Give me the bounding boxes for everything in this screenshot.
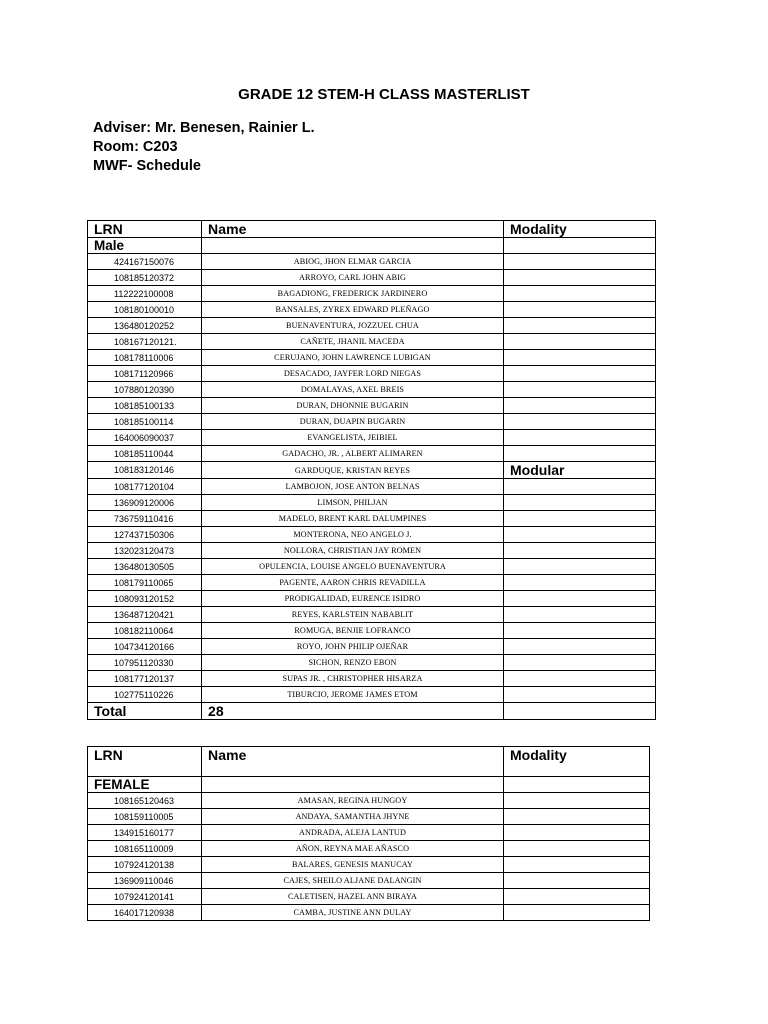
name-cell: LAMBOJON, JOSE ANTON BELNAS <box>202 479 504 495</box>
lrn-cell: 108165120463 <box>88 793 202 809</box>
table-row <box>88 382 656 398</box>
lrn-cell: 108178110006 <box>88 350 202 366</box>
modality-cell: Modular <box>504 462 656 479</box>
lrn-cell: 108177120104 <box>88 479 202 495</box>
lrn-cell: 107880120390 <box>88 382 202 398</box>
lrn-header: LRN <box>88 221 202 238</box>
table-row <box>88 350 656 366</box>
lrn-cell: 108179110065 <box>88 575 202 591</box>
modality-cell <box>504 334 656 350</box>
table-row <box>88 873 650 889</box>
modality-header: Modality <box>504 747 650 777</box>
table-row <box>88 623 656 639</box>
name-cell: GADACHO, JR. , ALBERT ALIMAREN <box>202 446 504 462</box>
name-cell: ABIOG, JHON ELMAR GARCIA <box>202 254 504 270</box>
name-cell: AÑON, REYNA MAE AÑASCO <box>202 841 504 857</box>
lrn-cell: 112222100008 <box>88 286 202 302</box>
modality-cell <box>504 793 650 809</box>
modality-cell <box>504 318 656 334</box>
name-cell: CERUJANO, JOHN LAWRENCE LUBIGAN <box>202 350 504 366</box>
lrn-cell: 108183120146 <box>88 462 202 479</box>
male-table-header <box>88 221 656 238</box>
modality-cell <box>504 575 656 591</box>
lrn-cell: 108182110064 <box>88 623 202 639</box>
table-row <box>88 270 656 286</box>
lrn-cell: 108185110044 <box>88 446 202 462</box>
empty-cell <box>504 703 656 720</box>
modality-cell <box>504 825 650 841</box>
female-table-header <box>88 747 650 777</box>
modality-cell <box>504 350 656 366</box>
name-cell: CAJES, SHEILO ALJANE DALANGIN <box>202 873 504 889</box>
page-title: GRADE 12 STEM-H CLASS MASTERLIST <box>238 86 530 103</box>
name-cell: BALARES, GENESIS MANUCAY <box>202 857 504 873</box>
table-row <box>88 559 656 575</box>
modality-cell <box>504 841 650 857</box>
table-row <box>88 414 656 430</box>
male-table <box>87 220 656 720</box>
name-cell: OPULENCIA, LOUISE ANGELO BUENAVENTURA <box>202 559 504 575</box>
name-cell: PRODIGALIDAD, EURENCE ISIDRO <box>202 591 504 607</box>
name-cell: AMASAN, REGINA HUNGOY <box>202 793 504 809</box>
table-row <box>88 398 656 414</box>
modality-cell <box>504 623 656 639</box>
modality-cell <box>504 543 656 559</box>
table-row <box>88 479 656 495</box>
lrn-cell: 108093120152 <box>88 591 202 607</box>
lrn-cell: 136909110046 <box>88 873 202 889</box>
total-label: Total <box>88 703 202 720</box>
total-row <box>88 703 656 720</box>
modality-cell <box>504 382 656 398</box>
lrn-cell: 136480120252 <box>88 318 202 334</box>
name-header: Name <box>202 221 504 238</box>
modality-cell <box>504 671 656 687</box>
lrn-cell: 102775110226 <box>88 687 202 703</box>
name-cell: LIMSON, PHILJAN <box>202 495 504 511</box>
female-group-row <box>88 777 650 793</box>
modality-cell <box>504 873 650 889</box>
lrn-cell: 108167120121. <box>88 334 202 350</box>
name-cell: MADELO, BRENT KARL DALUMPINES <box>202 511 504 527</box>
male-group-row <box>88 238 656 254</box>
modality-cell <box>504 366 656 382</box>
lrn-cell: 164006090037 <box>88 430 202 446</box>
lrn-cell: 424167150076 <box>88 254 202 270</box>
table-row <box>88 655 656 671</box>
name-cell: ANDAYA, SAMANTHA JHYNE <box>202 809 504 825</box>
table-row <box>88 591 656 607</box>
name-cell: NOLLORA, CHRISTIAN JAY ROMEN <box>202 543 504 559</box>
name-cell: ARROYO, CARL JOHN ABIG <box>202 270 504 286</box>
name-cell: CALETISEN, HAZEL ANN BIRAYA <box>202 889 504 905</box>
lrn-cell: 107951120330 <box>88 655 202 671</box>
modality-cell <box>504 398 656 414</box>
name-cell: MONTERONA, NEO ANGELO J. <box>202 527 504 543</box>
name-cell: SUPAS JR. , CHRISTOPHER HISARZA <box>202 671 504 687</box>
table-row <box>88 254 656 270</box>
lrn-cell: 108185100114 <box>88 414 202 430</box>
lrn-cell: 108171120966 <box>88 366 202 382</box>
name-cell: BUENAVENTURA, JOZZUEL CHUA <box>202 318 504 334</box>
modality-cell <box>504 889 650 905</box>
lrn-cell: 136480130505 <box>88 559 202 575</box>
modality-header: Modality <box>504 221 656 238</box>
table-row <box>88 825 650 841</box>
modality-cell <box>504 559 656 575</box>
table-row <box>88 446 656 462</box>
class-info <box>93 119 315 176</box>
table-row <box>88 543 656 559</box>
empty-cell <box>504 238 656 254</box>
lrn-cell: 736759110416 <box>88 511 202 527</box>
total-value: 28 <box>202 703 504 720</box>
table-row <box>88 302 656 318</box>
table-row <box>88 671 656 687</box>
table-row <box>88 793 650 809</box>
modality-cell <box>504 414 656 430</box>
table-row <box>88 430 656 446</box>
modality-cell <box>504 446 656 462</box>
modality-cell <box>504 857 650 873</box>
modality-cell <box>504 270 656 286</box>
modality-cell <box>504 655 656 671</box>
table-row <box>88 607 656 623</box>
lrn-cell: 108185120372 <box>88 270 202 286</box>
table-row <box>88 318 656 334</box>
modality-cell <box>504 527 656 543</box>
lrn-cell: 104734120166 <box>88 639 202 655</box>
table-row <box>88 809 650 825</box>
modality-cell <box>504 511 656 527</box>
lrn-cell: 107924120138 <box>88 857 202 873</box>
modality-cell <box>504 639 656 655</box>
schedule-line: MWF- Schedule <box>93 158 201 174</box>
name-cell: SICHON, RENZO EBON <box>202 655 504 671</box>
modality-cell <box>504 302 656 318</box>
name-cell: DOMALAYAS, AXEL BREIS <box>202 382 504 398</box>
name-cell: EVANGELISTA, JEIBIEL <box>202 430 504 446</box>
modality-cell <box>504 905 650 921</box>
table-row <box>88 462 656 479</box>
lrn-cell: 108165110009 <box>88 841 202 857</box>
modality-cell <box>504 430 656 446</box>
name-cell: ROYO, JOHN PHILIP OJEÑAR <box>202 639 504 655</box>
table-row <box>88 639 656 655</box>
table-row <box>88 366 656 382</box>
modality-cell <box>504 809 650 825</box>
male-group-label: Male <box>88 238 202 254</box>
lrn-cell: 134915160177 <box>88 825 202 841</box>
lrn-cell: 107924120141 <box>88 889 202 905</box>
name-cell: DURAN, DUAPIN BUGARIN <box>202 414 504 430</box>
table-row <box>88 889 650 905</box>
modality-cell <box>504 479 656 495</box>
modality-cell <box>504 591 656 607</box>
table-row <box>88 527 656 543</box>
modality-cell <box>504 254 656 270</box>
female-table <box>87 746 650 921</box>
empty-cell <box>504 777 650 793</box>
lrn-cell: 127437150306 <box>88 527 202 543</box>
table-row <box>88 857 650 873</box>
name-cell: GARDUQUE, KRISTAN REYES <box>202 462 504 479</box>
lrn-cell: 108185100133 <box>88 398 202 414</box>
name-cell: REYES, KARLSTEIN NABABLIT <box>202 607 504 623</box>
name-cell: ANDRADA, ALEJA LANTUD <box>202 825 504 841</box>
table-row <box>88 841 650 857</box>
table-row <box>88 905 650 921</box>
table-row <box>88 575 656 591</box>
lrn-cell: 108180100010 <box>88 302 202 318</box>
name-cell: TIBURCIO, JEROME JAMES ETOM <box>202 687 504 703</box>
name-cell: DURAN, DHONNIE BUGARIN <box>202 398 504 414</box>
name-cell: CAÑETE, JHANIL MACEDA <box>202 334 504 350</box>
lrn-cell: 108159110005 <box>88 809 202 825</box>
name-cell: BAGADIONG, FREDERICK JARDINERO <box>202 286 504 302</box>
empty-cell <box>202 238 504 254</box>
name-cell: CAMBA, JUSTINE ANN DULAY <box>202 905 504 921</box>
table-row <box>88 511 656 527</box>
empty-cell <box>202 777 504 793</box>
lrn-cell: 164017120938 <box>88 905 202 921</box>
lrn-cell: 136909120006 <box>88 495 202 511</box>
modality-cell <box>504 687 656 703</box>
table-row <box>88 495 656 511</box>
lrn-cell: 108177120137 <box>88 671 202 687</box>
name-cell: BANSALES, ZYREX EDWARD PLEÑAGO <box>202 302 504 318</box>
adviser-line: Adviser: Mr. Benesen, Rainier L. <box>93 120 315 136</box>
lrn-header: LRN <box>88 747 202 777</box>
lrn-cell: 132023120473 <box>88 543 202 559</box>
modality-cell <box>504 607 656 623</box>
table-row <box>88 286 656 302</box>
modality-cell <box>504 495 656 511</box>
lrn-cell: 136487120421 <box>88 607 202 623</box>
room-line: Room: C203 <box>93 139 178 155</box>
name-cell: DESACADO, JAYFER LORD NIEGAS <box>202 366 504 382</box>
modality-cell <box>504 286 656 302</box>
table-row <box>88 687 656 703</box>
name-cell: ROMUGA, BENJIE LOFRANCO <box>202 623 504 639</box>
name-cell: PAGENTE, AARON CHRIS REVADILLA <box>202 575 504 591</box>
female-group-label: FEMALE <box>88 777 202 793</box>
name-header: Name <box>202 747 504 777</box>
table-row <box>88 334 656 350</box>
